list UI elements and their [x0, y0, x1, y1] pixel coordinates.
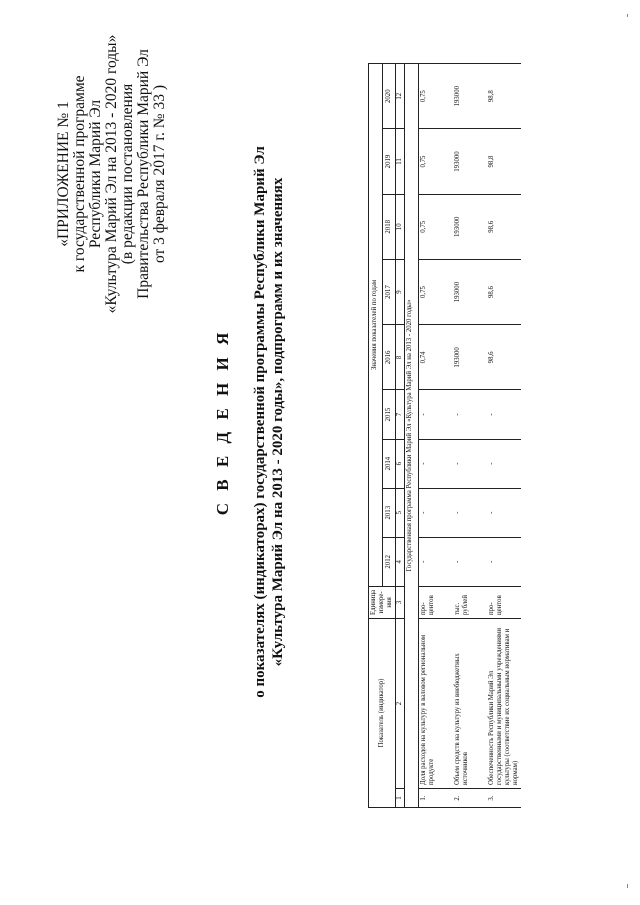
- row-value: 193000: [453, 129, 487, 194]
- row-value: 98,6: [487, 325, 521, 390]
- appendix-line: к государственной программе: [71, 75, 88, 273]
- section-title: Государственная программа Республики Марий Эл «Культура Марий Эл на 2013 - 2020 годы»: [405, 64, 419, 808]
- row-value: -: [487, 439, 521, 488]
- scan-mark: [627, 884, 628, 888]
- scan-mark: [627, 14, 628, 17]
- row-value: -: [453, 439, 487, 488]
- section-row: [405, 64, 419, 808]
- column-number: 1: [396, 789, 405, 808]
- appendix-line: Правительства Республики Марий Эл: [135, 49, 152, 299]
- row-number: 3.: [487, 789, 521, 808]
- column-number: 6: [396, 439, 405, 488]
- indicators-table: [368, 63, 521, 808]
- header-year: 2019: [382, 129, 396, 194]
- column-number: 5: [396, 488, 405, 537]
- column-number: 12: [396, 64, 405, 129]
- row-value: -: [419, 488, 454, 537]
- header-indicator: Показатель (индикатор): [369, 619, 396, 808]
- column-number: 9: [396, 259, 405, 324]
- column-number: 2: [396, 619, 405, 789]
- appendix-line: (в редакции постановления: [119, 83, 136, 265]
- row-value: -: [487, 390, 521, 439]
- row-value: 98,6: [487, 259, 521, 324]
- document-title: С В Е Д Е Н И Я: [213, 328, 232, 516]
- row-value: 98,8: [487, 64, 521, 129]
- row-value: 98,8: [487, 129, 521, 194]
- row-value: 0,74: [419, 325, 454, 390]
- column-numbers-row: [396, 64, 405, 808]
- column-number: 8: [396, 325, 405, 390]
- table-row: [453, 64, 487, 808]
- row-unit: про-центов: [419, 586, 454, 618]
- row-value: 98,6: [487, 194, 521, 259]
- column-number: 7: [396, 390, 405, 439]
- appendix-line: «ПРИЛОЖЕНИЕ № 1: [55, 101, 72, 247]
- header-unit: Единица измере-ния: [369, 586, 396, 618]
- header-year: 2016: [382, 325, 396, 390]
- header-year: 2017: [382, 259, 396, 324]
- row-value: -: [453, 390, 487, 439]
- row-value: 193000: [453, 259, 487, 324]
- row-value: 193000: [453, 194, 487, 259]
- row-value: 0,75: [419, 259, 454, 324]
- document-subtitle: о показателях (индикаторах) государственной программы Республики Марий Эл: [252, 146, 268, 698]
- row-unit: про-центов: [487, 586, 521, 618]
- header-year: 2018: [382, 194, 396, 259]
- row-unit: тыс. рублей: [453, 586, 487, 618]
- header-year: 2020: [382, 64, 396, 129]
- table-row: [487, 64, 521, 808]
- header-year: 2014: [382, 439, 396, 488]
- document-subtitle: «Культура Марий Эл на 2013 - 2020 годы», подпрограмм и их значениях: [270, 177, 286, 667]
- column-number: 3: [396, 586, 405, 618]
- row-number: 2.: [453, 789, 487, 808]
- row-value: -: [419, 390, 454, 439]
- row-value: 0,75: [419, 129, 454, 194]
- column-number: 10: [396, 194, 405, 259]
- appendix-line: «Культура Марий Эл на 2013 - 2020 годы»: [103, 34, 120, 314]
- column-number: 4: [396, 537, 405, 586]
- row-value: -: [453, 488, 487, 537]
- row-value: -: [453, 537, 487, 586]
- row-value: -: [487, 537, 521, 586]
- row-indicator: Доля расходов на культуру в валовом региональном продукте: [419, 619, 454, 789]
- appendix-line: Республики Марий Эл: [87, 99, 104, 249]
- header-values-group: Значения показателей по годам: [369, 64, 383, 587]
- header-year: 2012: [382, 537, 396, 586]
- row-value: -: [419, 439, 454, 488]
- row-value: 193000: [453, 325, 487, 390]
- document-page: [0, 12, 640, 892]
- table-row: [419, 64, 454, 808]
- row-number: 1.: [419, 789, 454, 808]
- header-year: 2015: [382, 390, 396, 439]
- row-value: 193000: [453, 64, 487, 129]
- appendix-line: от 3 февраля 2017 г. № 33 ): [151, 85, 168, 264]
- document-heading: [213, 0, 287, 852]
- row-indicator: Обеспеченность Республики Марий Эл государственными и муниципальными учреждениями культуры (соответствие их социальным нормативам и нормам): [487, 619, 521, 789]
- row-value: 0,75: [419, 194, 454, 259]
- row-value: -: [487, 488, 521, 537]
- row-indicator: Объем средств на культуру из внебюджетных источников: [453, 619, 487, 789]
- row-value: -: [419, 537, 454, 586]
- column-number: 11: [396, 129, 405, 194]
- row-value: 0,75: [419, 64, 454, 129]
- appendix-header: [56, 24, 168, 324]
- header-year: 2013: [382, 488, 396, 537]
